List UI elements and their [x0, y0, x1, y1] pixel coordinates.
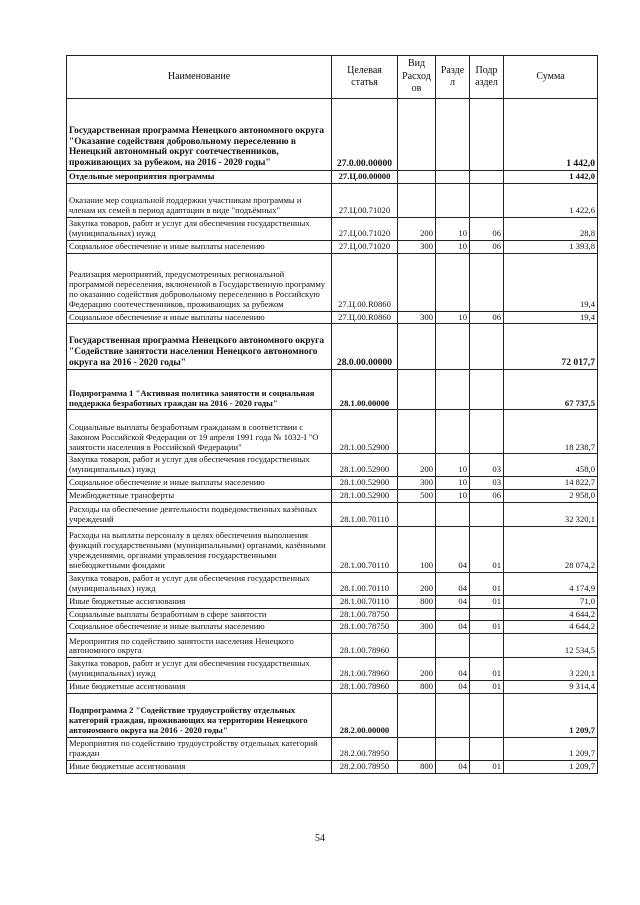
table-row — [67, 183, 598, 217]
subsection-cell — [470, 324, 504, 370]
subsection-cell — [470, 693, 504, 737]
row-name-cell: Социальное обеспечение и иные выплаты населению — [67, 240, 332, 253]
section-cell — [436, 737, 470, 760]
expense-type-cell: 100 — [398, 526, 436, 572]
section-cell: 04 — [436, 658, 470, 681]
expense-type-cell: 800 — [398, 595, 436, 608]
subsection-cell: 01 — [470, 621, 504, 634]
table-row — [67, 572, 598, 595]
target-article-cell: 28.1.00.52900 — [332, 410, 398, 454]
target-article-cell: 27.Ц.00.R0860 — [332, 311, 398, 324]
table-row — [67, 477, 598, 490]
subsection-cell: 01 — [470, 760, 504, 773]
subsection-cell: 01 — [470, 681, 504, 694]
subsection-cell — [470, 253, 504, 311]
subsection-cell: 03 — [470, 454, 504, 477]
row-name-cell: Мероприятия по содействию занятости населения Ненецкого автономного округа — [67, 634, 332, 658]
target-article-cell: 28.1.00.70110 — [332, 595, 398, 608]
row-name-cell: Закупка товаров, работ и услуг для обеспечения государственных (муниципальных) нужд — [67, 572, 332, 595]
expense-type-cell: 300 — [398, 477, 436, 490]
table-row — [67, 370, 598, 410]
expense-type-cell — [398, 693, 436, 737]
sum-cell: 4 644,2 — [504, 608, 598, 621]
table-row — [67, 410, 598, 454]
row-name-cell: Иные бюджетные ассигнования — [67, 760, 332, 773]
subsection-cell — [470, 183, 504, 217]
expense-type-cell — [398, 370, 436, 410]
header-name: Наименование — [67, 56, 332, 99]
table-row — [67, 658, 598, 681]
header-section: Разде л — [436, 56, 470, 99]
subsection-cell — [470, 171, 504, 184]
table-header-row — [67, 56, 598, 99]
sum-cell: 1 209,7 — [504, 693, 598, 737]
section-cell — [436, 693, 470, 737]
section-cell: 04 — [436, 526, 470, 572]
row-name-cell: Социальное обеспечение и иные выплаты населению — [67, 311, 332, 324]
target-article-cell: 28.1.00.78750 — [332, 608, 398, 621]
expense-type-cell: 800 — [398, 681, 436, 694]
sum-cell: 1 209,7 — [504, 737, 598, 760]
sum-cell: 4 174,9 — [504, 572, 598, 595]
table-row — [67, 502, 598, 526]
target-article-cell: 27.Ц.00.R0860 — [332, 253, 398, 311]
target-article-cell: 28.1.00.00000 — [332, 370, 398, 410]
table-row — [67, 454, 598, 477]
target-article-cell: 27.0.00.00000 — [332, 99, 398, 171]
sum-cell: 1 393,8 — [504, 240, 598, 253]
row-name-cell: Закупка товаров, работ и услуг для обеспечения государственных (муниципальных) нужд — [67, 217, 332, 240]
subsection-cell — [470, 410, 504, 454]
section-cell: 04 — [436, 621, 470, 634]
target-article-cell: 28.1.00.78960 — [332, 681, 398, 694]
table-row — [67, 693, 598, 737]
sum-cell: 28 074,2 — [504, 526, 598, 572]
section-cell: 10 — [436, 477, 470, 490]
table-row — [67, 490, 598, 503]
table-row — [67, 760, 598, 773]
budget-table — [66, 55, 598, 774]
section-cell — [436, 171, 470, 184]
section-cell — [436, 502, 470, 526]
sum-cell: 19,4 — [504, 253, 598, 311]
expense-type-cell: 300 — [398, 311, 436, 324]
sum-cell: 1 422,6 — [504, 183, 598, 217]
section-cell — [436, 183, 470, 217]
row-name-cell: Социальное обеспечение и иные выплаты населению — [67, 477, 332, 490]
section-cell — [436, 410, 470, 454]
row-name-cell: Социальное обеспечение и иные выплаты населению — [67, 621, 332, 634]
table-row — [67, 595, 598, 608]
section-cell — [436, 370, 470, 410]
table-row — [67, 99, 598, 171]
target-article-cell: 28.0.00.00000 — [332, 324, 398, 370]
section-cell — [436, 324, 470, 370]
row-name-cell: Подпрограмма 1 "Активная политика занятости и социальная поддержка безработных граждан на 2016 - 2020 годы" — [67, 370, 332, 410]
subsection-cell — [470, 608, 504, 621]
expense-type-cell — [398, 737, 436, 760]
target-article-cell: 28.1.00.52900 — [332, 477, 398, 490]
target-article-cell: 28.1.00.78960 — [332, 634, 398, 658]
expense-type-cell — [398, 183, 436, 217]
section-cell — [436, 634, 470, 658]
target-article-cell: 27.Ц.00.71020 — [332, 183, 398, 217]
sum-cell: 1 442,0 — [504, 99, 598, 171]
target-article-cell: 28.1.00.52900 — [332, 490, 398, 503]
expense-type-cell — [398, 634, 436, 658]
expense-type-cell: 200 — [398, 658, 436, 681]
subsection-cell — [470, 99, 504, 171]
section-cell: 04 — [436, 760, 470, 773]
expense-type-cell: 500 — [398, 490, 436, 503]
target-article-cell: 27.Ц.00.71020 — [332, 217, 398, 240]
row-name-cell: Закупка товаров, работ и услуг для обеспечения государственных (муниципальных) нужд — [67, 454, 332, 477]
row-name-cell: Расходы на выплаты персоналу в целях обеспечения выполнения функций государственными (муниципальными) органами, казёнными учреждениями, органами управления государственными внебюджетными фондами — [67, 526, 332, 572]
row-name-cell: Межбюджетные трансферты — [67, 490, 332, 503]
header-expense-type: Вид Расход ов — [398, 56, 436, 99]
table-body — [67, 99, 598, 774]
sum-cell: 19,4 — [504, 311, 598, 324]
sum-cell: 9 314,4 — [504, 681, 598, 694]
sum-cell: 3 220,1 — [504, 658, 598, 681]
section-cell: 04 — [436, 681, 470, 694]
sum-cell: 28,8 — [504, 217, 598, 240]
table-row — [67, 240, 598, 253]
section-cell: 04 — [436, 572, 470, 595]
expense-type-cell: 200 — [398, 572, 436, 595]
subsection-cell: 06 — [470, 311, 504, 324]
sum-cell: 458,0 — [504, 454, 598, 477]
row-name-cell: Подпрограмма 2 "Содействие трудоустройству отдельных категорий граждан, проживающих на территории Ненецкого автономного округа на 2016 - 2020 годы" — [67, 693, 332, 737]
target-article-cell: 28.1.00.78960 — [332, 658, 398, 681]
expense-type-cell — [398, 99, 436, 171]
target-article-cell: 27.Ц.00.00000 — [332, 171, 398, 184]
target-article-cell: 28.2.00.78950 — [332, 737, 398, 760]
subsection-cell — [470, 502, 504, 526]
subsection-cell — [470, 370, 504, 410]
expense-type-cell — [398, 502, 436, 526]
sum-cell: 2 958,0 — [504, 490, 598, 503]
expense-type-cell: 200 — [398, 217, 436, 240]
expense-type-cell — [398, 253, 436, 311]
row-name-cell: Отдельные мероприятия программы — [67, 171, 332, 184]
sum-cell: 4 644,2 — [504, 621, 598, 634]
subsection-cell: 01 — [470, 526, 504, 572]
expense-type-cell — [398, 608, 436, 621]
target-article-cell: 28.2.00.00000 — [332, 693, 398, 737]
sum-cell: 71,0 — [504, 595, 598, 608]
expense-type-cell: 300 — [398, 621, 436, 634]
section-cell: 10 — [436, 311, 470, 324]
row-name-cell: Иные бюджетные ассигнования — [67, 595, 332, 608]
row-name-cell: Закупка товаров, работ и услуг для обеспечения государственных (муниципальных) нужд — [67, 658, 332, 681]
sum-cell: 1 209,7 — [504, 760, 598, 773]
target-article-cell: 27.Ц.00.71020 — [332, 240, 398, 253]
expense-type-cell: 300 — [398, 240, 436, 253]
expense-type-cell — [398, 410, 436, 454]
row-name-cell: Оказание мер социальной поддержки участникам программы и членам их семей в период адаптации в виде "подъёмных" — [67, 183, 332, 217]
subsection-cell: 01 — [470, 572, 504, 595]
header-subsection: Подр аздел — [470, 56, 504, 99]
row-name-cell: Реализация мероприятий, предусмотренных региональной программой переселения, включенной в Государственную программу по оказанию содействия добровольному переселению в Российскую Федерацию соотечественников, проживающих за рубежом — [67, 253, 332, 311]
page-number: 54 — [315, 833, 325, 844]
table-row — [67, 608, 598, 621]
table-row — [67, 621, 598, 634]
header-sum: Сумма — [504, 56, 598, 99]
section-cell: 04 — [436, 595, 470, 608]
sum-cell: 72 017,7 — [504, 324, 598, 370]
row-name-cell: Расходы на обеспечение деятельности подведомственных казённых учреждений — [67, 502, 332, 526]
subsection-cell: 01 — [470, 595, 504, 608]
target-article-cell: 28.1.00.52900 — [332, 454, 398, 477]
sum-cell: 12 534,5 — [504, 634, 598, 658]
table-row — [67, 253, 598, 311]
target-article-cell: 28.1.00.78750 — [332, 621, 398, 634]
sum-cell: 67 737,5 — [504, 370, 598, 410]
target-article-cell: 28.1.00.70110 — [332, 502, 398, 526]
target-article-cell: 28.1.00.70110 — [332, 572, 398, 595]
subsection-cell — [470, 737, 504, 760]
subsection-cell: 03 — [470, 477, 504, 490]
row-name-cell: Мероприятия по содействию трудоустройству отдельных категорий граждан — [67, 737, 332, 760]
subsection-cell: 06 — [470, 240, 504, 253]
section-cell — [436, 99, 470, 171]
expense-type-cell — [398, 171, 436, 184]
table-row — [67, 737, 598, 760]
row-name-cell: Социальные выплаты безработным в сфере занятости — [67, 608, 332, 621]
section-cell — [436, 253, 470, 311]
sum-cell: 1 442,0 — [504, 171, 598, 184]
table-row — [67, 311, 598, 324]
section-cell: 10 — [436, 454, 470, 477]
target-article-cell: 28.1.00.70110 — [332, 526, 398, 572]
row-name-cell: Иные бюджетные ассигнования — [67, 681, 332, 694]
row-name-cell: Государственная программа Ненецкого автономного округа "Содействие занятости населения Ненецкого автономного округа на 2016 - 2020 годы" — [67, 324, 332, 370]
section-cell — [436, 608, 470, 621]
sum-cell: 18 238,7 — [504, 410, 598, 454]
table-row — [67, 526, 598, 572]
row-name-cell: Государственная программа Ненецкого автономного округа "Оказание содействия добровольному переселению в Ненецкий автономный округ соотечественников, проживающих за рубежом, на 2016 - 2020 годы" — [67, 99, 332, 171]
expense-type-cell: 800 — [398, 760, 436, 773]
table-row — [67, 217, 598, 240]
subsection-cell: 06 — [470, 217, 504, 240]
sum-cell: 14 822,7 — [504, 477, 598, 490]
expense-type-cell — [398, 324, 436, 370]
table-row — [67, 324, 598, 370]
section-cell: 10 — [436, 240, 470, 253]
subsection-cell: 06 — [470, 490, 504, 503]
table-row — [67, 681, 598, 694]
subsection-cell: 01 — [470, 658, 504, 681]
table-row — [67, 171, 598, 184]
subsection-cell — [470, 634, 504, 658]
section-cell: 10 — [436, 217, 470, 240]
target-article-cell: 28.2.00.78950 — [332, 760, 398, 773]
expense-type-cell: 200 — [398, 454, 436, 477]
header-target-article: Целевая статья — [332, 56, 398, 99]
section-cell: 10 — [436, 490, 470, 503]
row-name-cell: Социальные выплаты безработным гражданам в соответствии с Законом Российской Федерации от 19 апреля 1991 года № 1032-I "О занятости населения в Российской Федерации" — [67, 410, 332, 454]
sum-cell: 32 320,1 — [504, 502, 598, 526]
table-row — [67, 634, 598, 658]
